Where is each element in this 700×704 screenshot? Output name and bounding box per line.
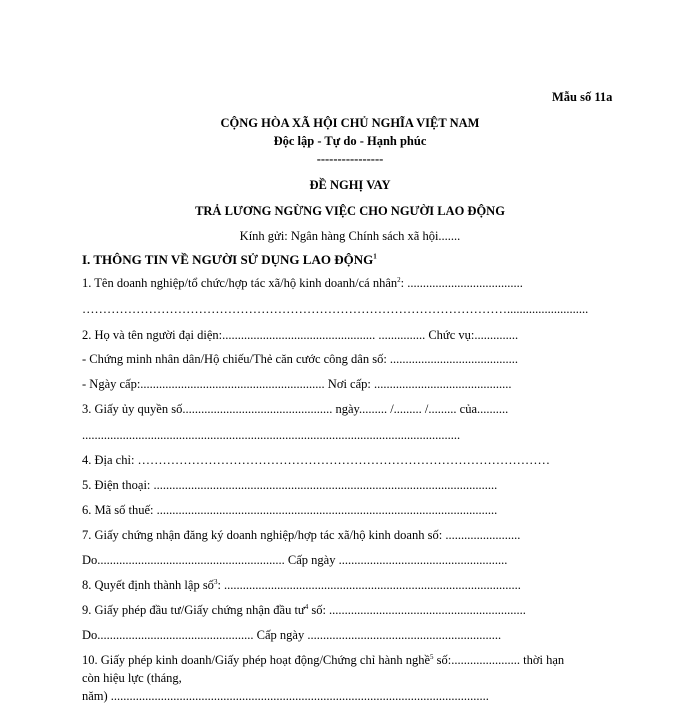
form-line [82, 352, 518, 367]
form-line [82, 377, 512, 392]
form-line-text: 9. Giấy phép đầu tư/Giấy chứng nhận đầu tư [82, 603, 305, 617]
national-title: CỘNG HÒA XÃ HỘI CHỦ NGHĨA VIỆT NAM [220, 116, 480, 130]
form-line-text: còn hiệu lực (tháng, [82, 671, 182, 685]
form-line-text: 7. Giấy chứng nhận đăng ký doanh nghiệp/hợp tác xã/hộ kinh doanh số: ........................ [82, 528, 521, 542]
form-line [82, 276, 523, 291]
form-line-tail: số:...................... thời hạn [433, 653, 565, 667]
addressee-line: Kính gửi: Ngân hàng Chính sách xã hội....... [239, 229, 461, 243]
footnote-marker: 3 [213, 577, 218, 586]
form-line-text: ………………………………………………………………………………………….......................... [82, 302, 589, 316]
form-line [82, 402, 508, 417]
document-title: ĐỀ NGHỊ VAY [309, 178, 391, 192]
form-line [82, 528, 520, 543]
form-line [82, 503, 497, 518]
form-line-text: 8. Quyết định thành lập số [82, 578, 214, 592]
form-line-text: ......................................................................................................................... [82, 428, 461, 442]
form-line-text: năm) ......................................................................................................................... [82, 689, 489, 703]
form-line [82, 453, 550, 468]
form-line-tail: số: ............................................................... [308, 603, 526, 617]
form-line [82, 671, 182, 686]
form-line-text: - Chứng minh nhân dân/Hộ chiếu/Thẻ căn cước công dân số: ......................................... [82, 352, 519, 366]
form-line-text: 6. Mã số thuế: ............................................................................................................. [82, 503, 498, 517]
national-motto: Độc lập - Tự do - Hạnh phúc [273, 134, 427, 148]
form-line-text: 2. Họ và tên người đại diện:................................................. ............... Chức vụ:.............. [82, 328, 519, 342]
form-line-text: Do.................................................. Cấp ngày .............................................................. [82, 628, 502, 642]
footnote-marker: 4 [304, 602, 309, 611]
form-line [82, 689, 489, 704]
form-line-text: - Ngày cấp:........................................................... Nơi cấp: ............................................ [82, 377, 512, 391]
form-number: Mẫu số 11a [552, 90, 613, 104]
form-line [82, 302, 588, 317]
form-line-text: 4. Địa chỉ: ……………………………………………………………………………………… [82, 453, 551, 467]
footnote-marker: 2 [397, 275, 401, 284]
form-line-text: 3. Giấy ủy quyền số................................................ ngày......... /......... /......... của.......... [82, 402, 509, 416]
form-line-text: Do............................................................ Cấp ngày ...................................................... [82, 553, 508, 567]
form-line [82, 578, 521, 593]
form-line-tail: : ..................................... [400, 276, 523, 290]
form-line [82, 428, 460, 443]
section-heading: I. THÔNG TIN VỀ NGƯỜI SỬ DỤNG LAO ĐỘNG$^1$ [82, 252, 377, 267]
form-line [82, 628, 501, 643]
form-line-text: 10. Giấy phép kinh doanh/Giấy phép hoạt động/Chứng chỉ hành nghề [82, 653, 431, 667]
document-subtitle: TRẢ LƯƠNG NGỪNG VIỆC CHO NGƯỜI LAO ĐỘNG [195, 204, 505, 218]
form-line [82, 603, 526, 618]
form-line-text: 1. Tên doanh nghiệp/tổ chức/hợp tác xã/hộ kinh doanh/cá nhân [82, 276, 398, 290]
form-line-tail: : ............................................................................................... [217, 578, 521, 592]
header-divider: ---------------- [316, 152, 384, 166]
footnote-marker: 5 [430, 652, 434, 661]
form-line [82, 328, 518, 343]
form-line [82, 478, 497, 493]
form-line [82, 553, 507, 568]
form-line-text: 5. Điện thoại: .............................................................................................................. [82, 478, 498, 492]
form-line [82, 653, 564, 668]
